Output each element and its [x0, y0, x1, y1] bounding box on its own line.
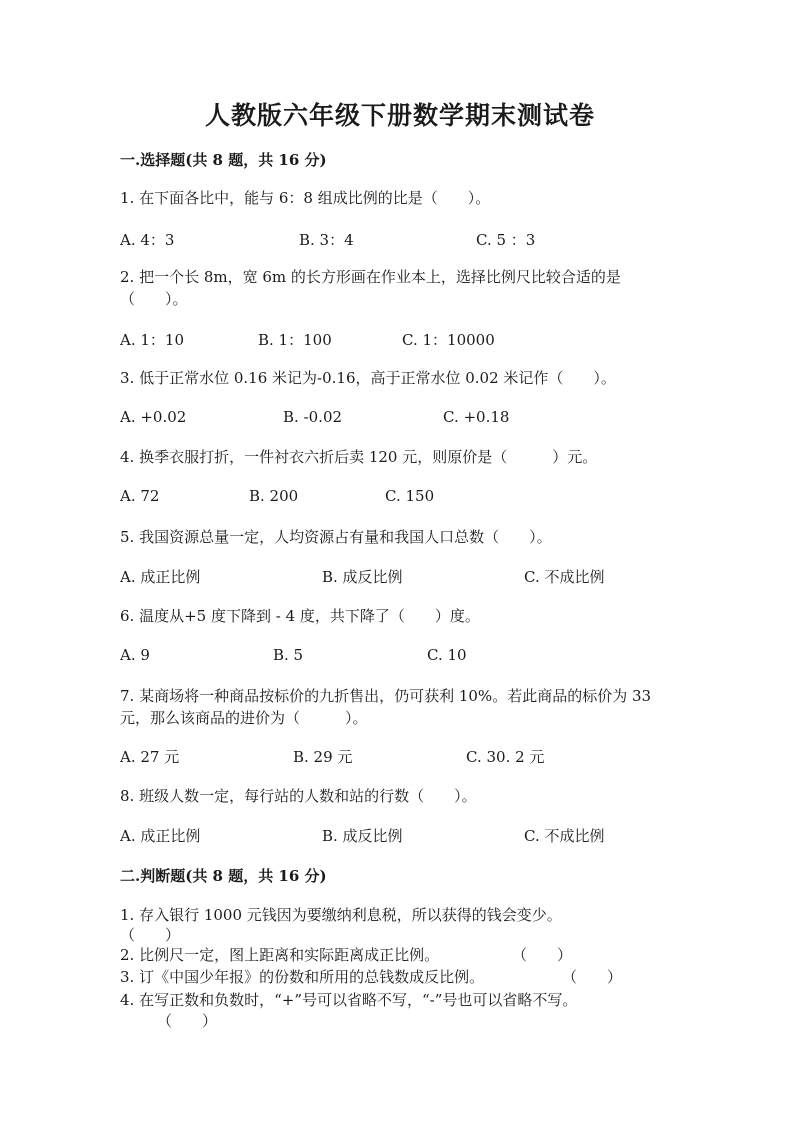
option-b: B. 29 元 — [293, 748, 353, 766]
question-stem-line1: 2. 把一个长 8m，宽 6m 的长方形画在作业本上，选择比例尺比较合适的是 — [120, 268, 621, 286]
option-a: A. 4：3 — [120, 231, 175, 249]
option-c: C. 30. 2 元 — [466, 748, 545, 766]
option-a: A. +0.02 — [120, 408, 187, 426]
question-stem-line2: 元，那么该商品的进价为（ ）。 — [120, 709, 368, 727]
question-stem: 5. 我国资源总量一定，人均资源占有量和我国人口总数（ ）。 — [120, 528, 552, 546]
option-a: A. 1：10 — [120, 331, 184, 349]
option-a: A. 成正比例 — [120, 568, 201, 586]
question-stem-line1: 7. 某商场将一种商品按标价的九折售出，仍可获利 10%。若此商品的标价为 33 — [120, 687, 652, 705]
option-c: C. 不成比例 — [524, 827, 605, 845]
section-heading-multiple-choice: 一.选择题(共 8 题，共 16 分) — [120, 151, 327, 169]
question-stem: 3. 低于正常水位 0.16 米记为-0.16，高于正常水位 0.02 米记作（ ）。 — [120, 369, 616, 387]
option-b: B. 3：4 — [299, 231, 354, 249]
question-stem: 8. 班级人数一定，每行站的人数和站的行数（ ）。 — [120, 787, 477, 805]
option-c: C. 150 — [385, 487, 435, 505]
question-stem: 4. 换季衣服打折，一件衬衣六折后卖 120 元，则原价是（ ）元。 — [120, 448, 598, 466]
answer-blank: （ ） — [120, 926, 181, 944]
question-stem: 1. 在下面各比中，能与 6：8 组成比例的比是（ ）。 — [120, 189, 491, 207]
option-b: B. 5 — [273, 646, 304, 664]
option-a: A. 27 元 — [120, 748, 180, 766]
option-c: C. +0.18 — [443, 408, 510, 426]
answer-blank: （ ） — [157, 1012, 218, 1030]
option-b: B. 200 — [249, 487, 299, 505]
section-heading-true-false: 二.判断题(共 8 题，共 16 分) — [120, 867, 327, 885]
option-c: C. 不成比例 — [524, 568, 605, 586]
page-title: 人教版六年级下册数学期末测试卷 — [204, 101, 595, 130]
option-a: A. 9 — [120, 646, 150, 664]
option-c: C. 1：10000 — [402, 331, 495, 349]
option-b: B. 成反比例 — [322, 827, 403, 845]
option-b: B. -0.02 — [283, 408, 343, 426]
option-b: B. 成反比例 — [322, 568, 403, 586]
option-a: A. 成正比例 — [120, 827, 201, 845]
judgement-item: 1. 存入银行 1000 元钱因为要缴纳利息税，所以获得的钱会变少。 — [120, 906, 562, 924]
option-c: C. 5 ：3 — [476, 231, 536, 249]
question-stem: 6. 温度从+5 度下降到 - 4 度，共下降了（ ）度。 — [120, 607, 480, 625]
option-c: C. 10 — [427, 646, 467, 664]
answer-blank: （ ） — [562, 968, 623, 986]
option-b: B. 1：100 — [258, 331, 332, 349]
option-a: A. 72 — [120, 487, 160, 505]
judgement-item: 4. 在写正数和负数时，“+”号可以省略不写，“-”号也可以省略不写。 — [120, 991, 578, 1009]
judgement-item: 2. 比例尺一定，图上距离和实际距离成正比例。 — [120, 946, 440, 964]
answer-blank: （ ） — [512, 946, 573, 964]
judgement-item: 3. 订《中国少年报》的份数和所用的总钱数成反比例。 — [120, 968, 485, 986]
question-stem-line2: （ ）。 — [120, 290, 188, 308]
